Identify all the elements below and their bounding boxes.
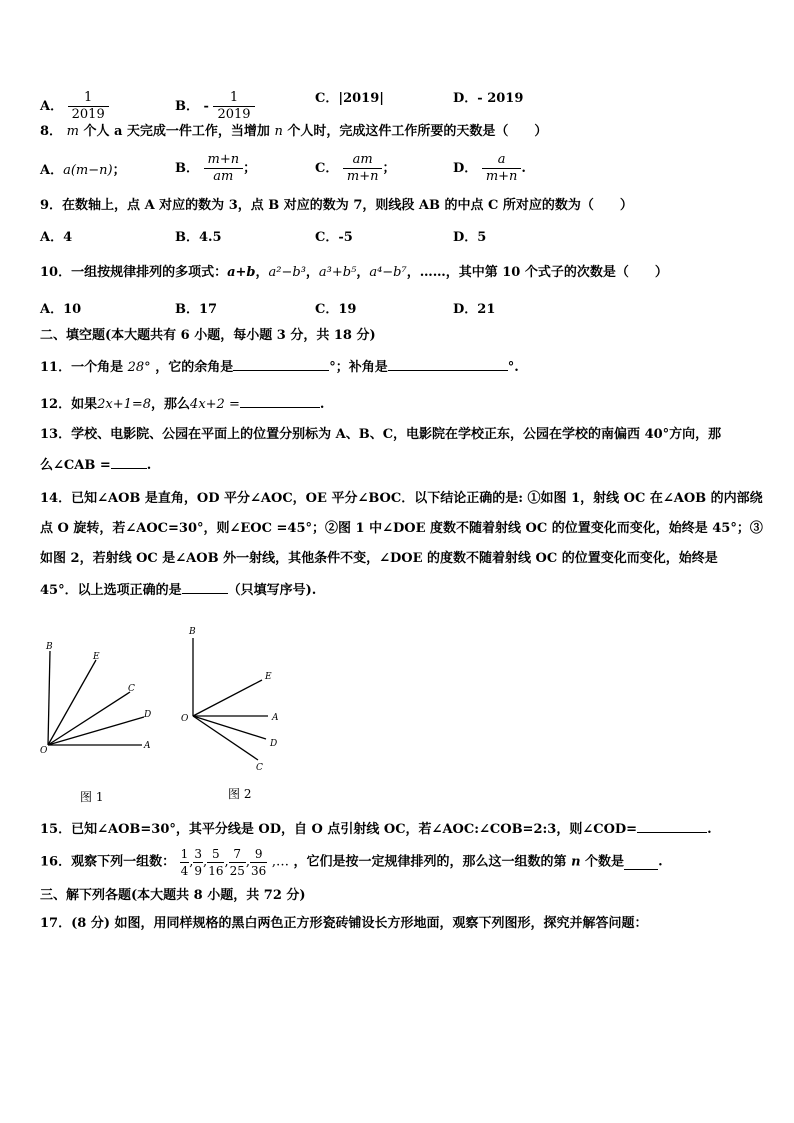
figure-2-diagram bbox=[176, 622, 286, 777]
sequence-fraction: $\frac{3}{9}$ bbox=[194, 847, 203, 878]
answer-blank[interactable] bbox=[624, 855, 658, 870]
ray-oe bbox=[48, 660, 96, 745]
sequence-fraction: $\frac{5}{16}$ bbox=[208, 847, 224, 878]
fraction: $\frac{m+n}{am}$ bbox=[204, 152, 244, 185]
q14-line-4: 45°．以上选项正确的是 （只填写序号). bbox=[40, 579, 316, 601]
q8-option-d: D． $\frac{a}{m+n}$ . bbox=[453, 152, 526, 184]
section-heading-solve: 三、解下列各题(本大题共 8 小题，共 72 分) bbox=[40, 888, 306, 903]
label-d: D bbox=[144, 710, 152, 720]
q8-option-a: A．a(m−n)； bbox=[40, 163, 126, 178]
figure-2-caption: 图 2 bbox=[228, 787, 252, 801]
figure-1-caption: 图 1 bbox=[80, 790, 104, 804]
fraction: $\frac{a}{m+n}$ bbox=[482, 152, 522, 185]
q7-option-c: C．|2019| bbox=[315, 91, 384, 106]
q13-line-2: 么∠CAB = . bbox=[40, 454, 151, 476]
q9-option-b: B．4.5 bbox=[175, 230, 222, 245]
q10-option-d: D．21 bbox=[453, 302, 496, 317]
label-e: E bbox=[93, 652, 100, 662]
ray-od bbox=[48, 717, 144, 745]
label-o: O bbox=[181, 714, 189, 724]
label-a: A bbox=[272, 713, 279, 723]
label-d: D bbox=[270, 739, 278, 749]
q13-line-1: 13．学校、电影院、公园在平面上的位置分别标为 A、B、C，电影院在学校正东，公园在学校的南偏西 40°方向，那 bbox=[40, 427, 722, 442]
ray-oc bbox=[193, 716, 258, 760]
section-heading-fill-blank: 二、填空题(本大题共有 6 小题，每小题 3 分，共 18 分) bbox=[40, 328, 376, 343]
q9-option-a: A．4 bbox=[40, 230, 73, 245]
q16: 16．观察下列一组数： $\frac{1}{4}$ , $\frac{3}{9}$ , $\frac{5}{16}$ , $\frac{7}{25}$ , $\frac{9}{36}$ ,… ，它们是按一定规律排列的，那么这一组数的第 n 个数是 . bbox=[40, 847, 663, 878]
q16-sequence bbox=[180, 847, 268, 878]
label-a: A bbox=[144, 741, 151, 751]
answer-blank[interactable] bbox=[240, 393, 320, 408]
q7-option-b: B． - $\frac{1}{2019}$ bbox=[175, 90, 255, 123]
ray-od bbox=[193, 716, 266, 739]
q9-stem: 9．在数轴上，点 A 对应的数为 3，点 B 对应的数为 7，则线段 AB 的中点 C 所对应的数为（ ） bbox=[40, 198, 633, 213]
q9-option-c: C．-5 bbox=[315, 230, 353, 245]
q10-option-b: B．17 bbox=[175, 302, 218, 317]
q8-stem: 8． m 个人 a 天完成一件工作，当增加 n 个人时，完成这件工作所要的天数是（ ） bbox=[40, 124, 548, 139]
q7-option-d: D．- 2019 bbox=[453, 91, 524, 106]
comma: , bbox=[203, 854, 208, 870]
q15: 15．已知∠AOB=30°，其平分线是 OD，自 O 点引射线 OC，若∠AOC:∠COB=2:3，则∠COD= . bbox=[40, 818, 712, 840]
ray-oc bbox=[48, 692, 130, 745]
q14-line-3: 如图 2，若射线 OC 是∠AOB 外一射线，其他条件不变，∠DOE 的度数不随着射线 OC 的位置变化而变化，始终是 bbox=[40, 551, 718, 566]
q17-stem: 17．(8 分) 如图，用同样规格的黑白两色正方形瓷砖铺设长方形地面，观察下列图形，探究并解答问题： bbox=[40, 916, 648, 931]
comma: , bbox=[189, 854, 194, 870]
label-c: C bbox=[128, 684, 135, 694]
q8-option-c: C． $\frac{am}{m+n}$ ； bbox=[315, 152, 396, 184]
q11: 11．一个角是 28° ，它的余角是 °；补角是 °. bbox=[40, 356, 519, 378]
q12: 12．如果2x+1=8，那么4x+2 = . bbox=[40, 393, 324, 415]
q10-option-a: A．10 bbox=[40, 302, 82, 317]
sequence-fraction: $\frac{9}{36}$ bbox=[251, 847, 267, 878]
fraction: $\frac{1}{2019}$ bbox=[68, 90, 109, 123]
q7-option-a: A． $\frac{1}{2019}$ bbox=[40, 90, 109, 123]
figure-1-diagram bbox=[30, 635, 170, 765]
fraction: $\frac{1}{2019}$ bbox=[213, 90, 254, 123]
answer-blank[interactable] bbox=[388, 356, 508, 371]
q14-line-1: 14．已知∠AOB 是直角，OD 平分∠AOC，OE 平分∠BOC．以下结论正确的是: ①如图 1，射线 OC 在∠AOB 的内部绕 bbox=[40, 491, 763, 506]
label-o: O bbox=[40, 746, 48, 756]
label-c: C bbox=[256, 763, 263, 773]
ray-ob bbox=[48, 651, 50, 745]
label-b: B bbox=[46, 642, 53, 652]
sequence-fraction: $\frac{1}{4}$ bbox=[180, 847, 189, 878]
sequence-fraction: $\frac{7}{25}$ bbox=[229, 847, 245, 878]
answer-blank[interactable] bbox=[182, 579, 228, 594]
answer-blank[interactable] bbox=[637, 818, 707, 833]
label-e: E bbox=[265, 672, 272, 682]
q10-option-c: C．19 bbox=[315, 302, 357, 317]
fraction: $\frac{am}{m+n}$ bbox=[343, 152, 383, 185]
comma: , bbox=[224, 854, 229, 870]
ray-oe bbox=[193, 680, 262, 716]
label-b: B bbox=[189, 627, 196, 637]
answer-blank[interactable] bbox=[233, 356, 329, 371]
q10-stem: 10．一组按规律排列的多项式：a+b，a²−b³，a³+b⁵，a⁴−b⁷，……，其中第 10 个式子的次数是（ ） bbox=[40, 265, 668, 280]
answer-blank[interactable] bbox=[111, 454, 147, 469]
q8-option-b: B． $\frac{m+n}{am}$ ； bbox=[175, 152, 257, 184]
q14-line-2: 点 O 旋转，若∠AOC=30°，则∠EOC =45°；②图 1 中∠DOE 度数不随着射线 OC 的位置变化而变化，始终是 45°；③ bbox=[40, 521, 763, 536]
q9-option-d: D．5 bbox=[453, 230, 487, 245]
comma: , bbox=[245, 854, 251, 870]
